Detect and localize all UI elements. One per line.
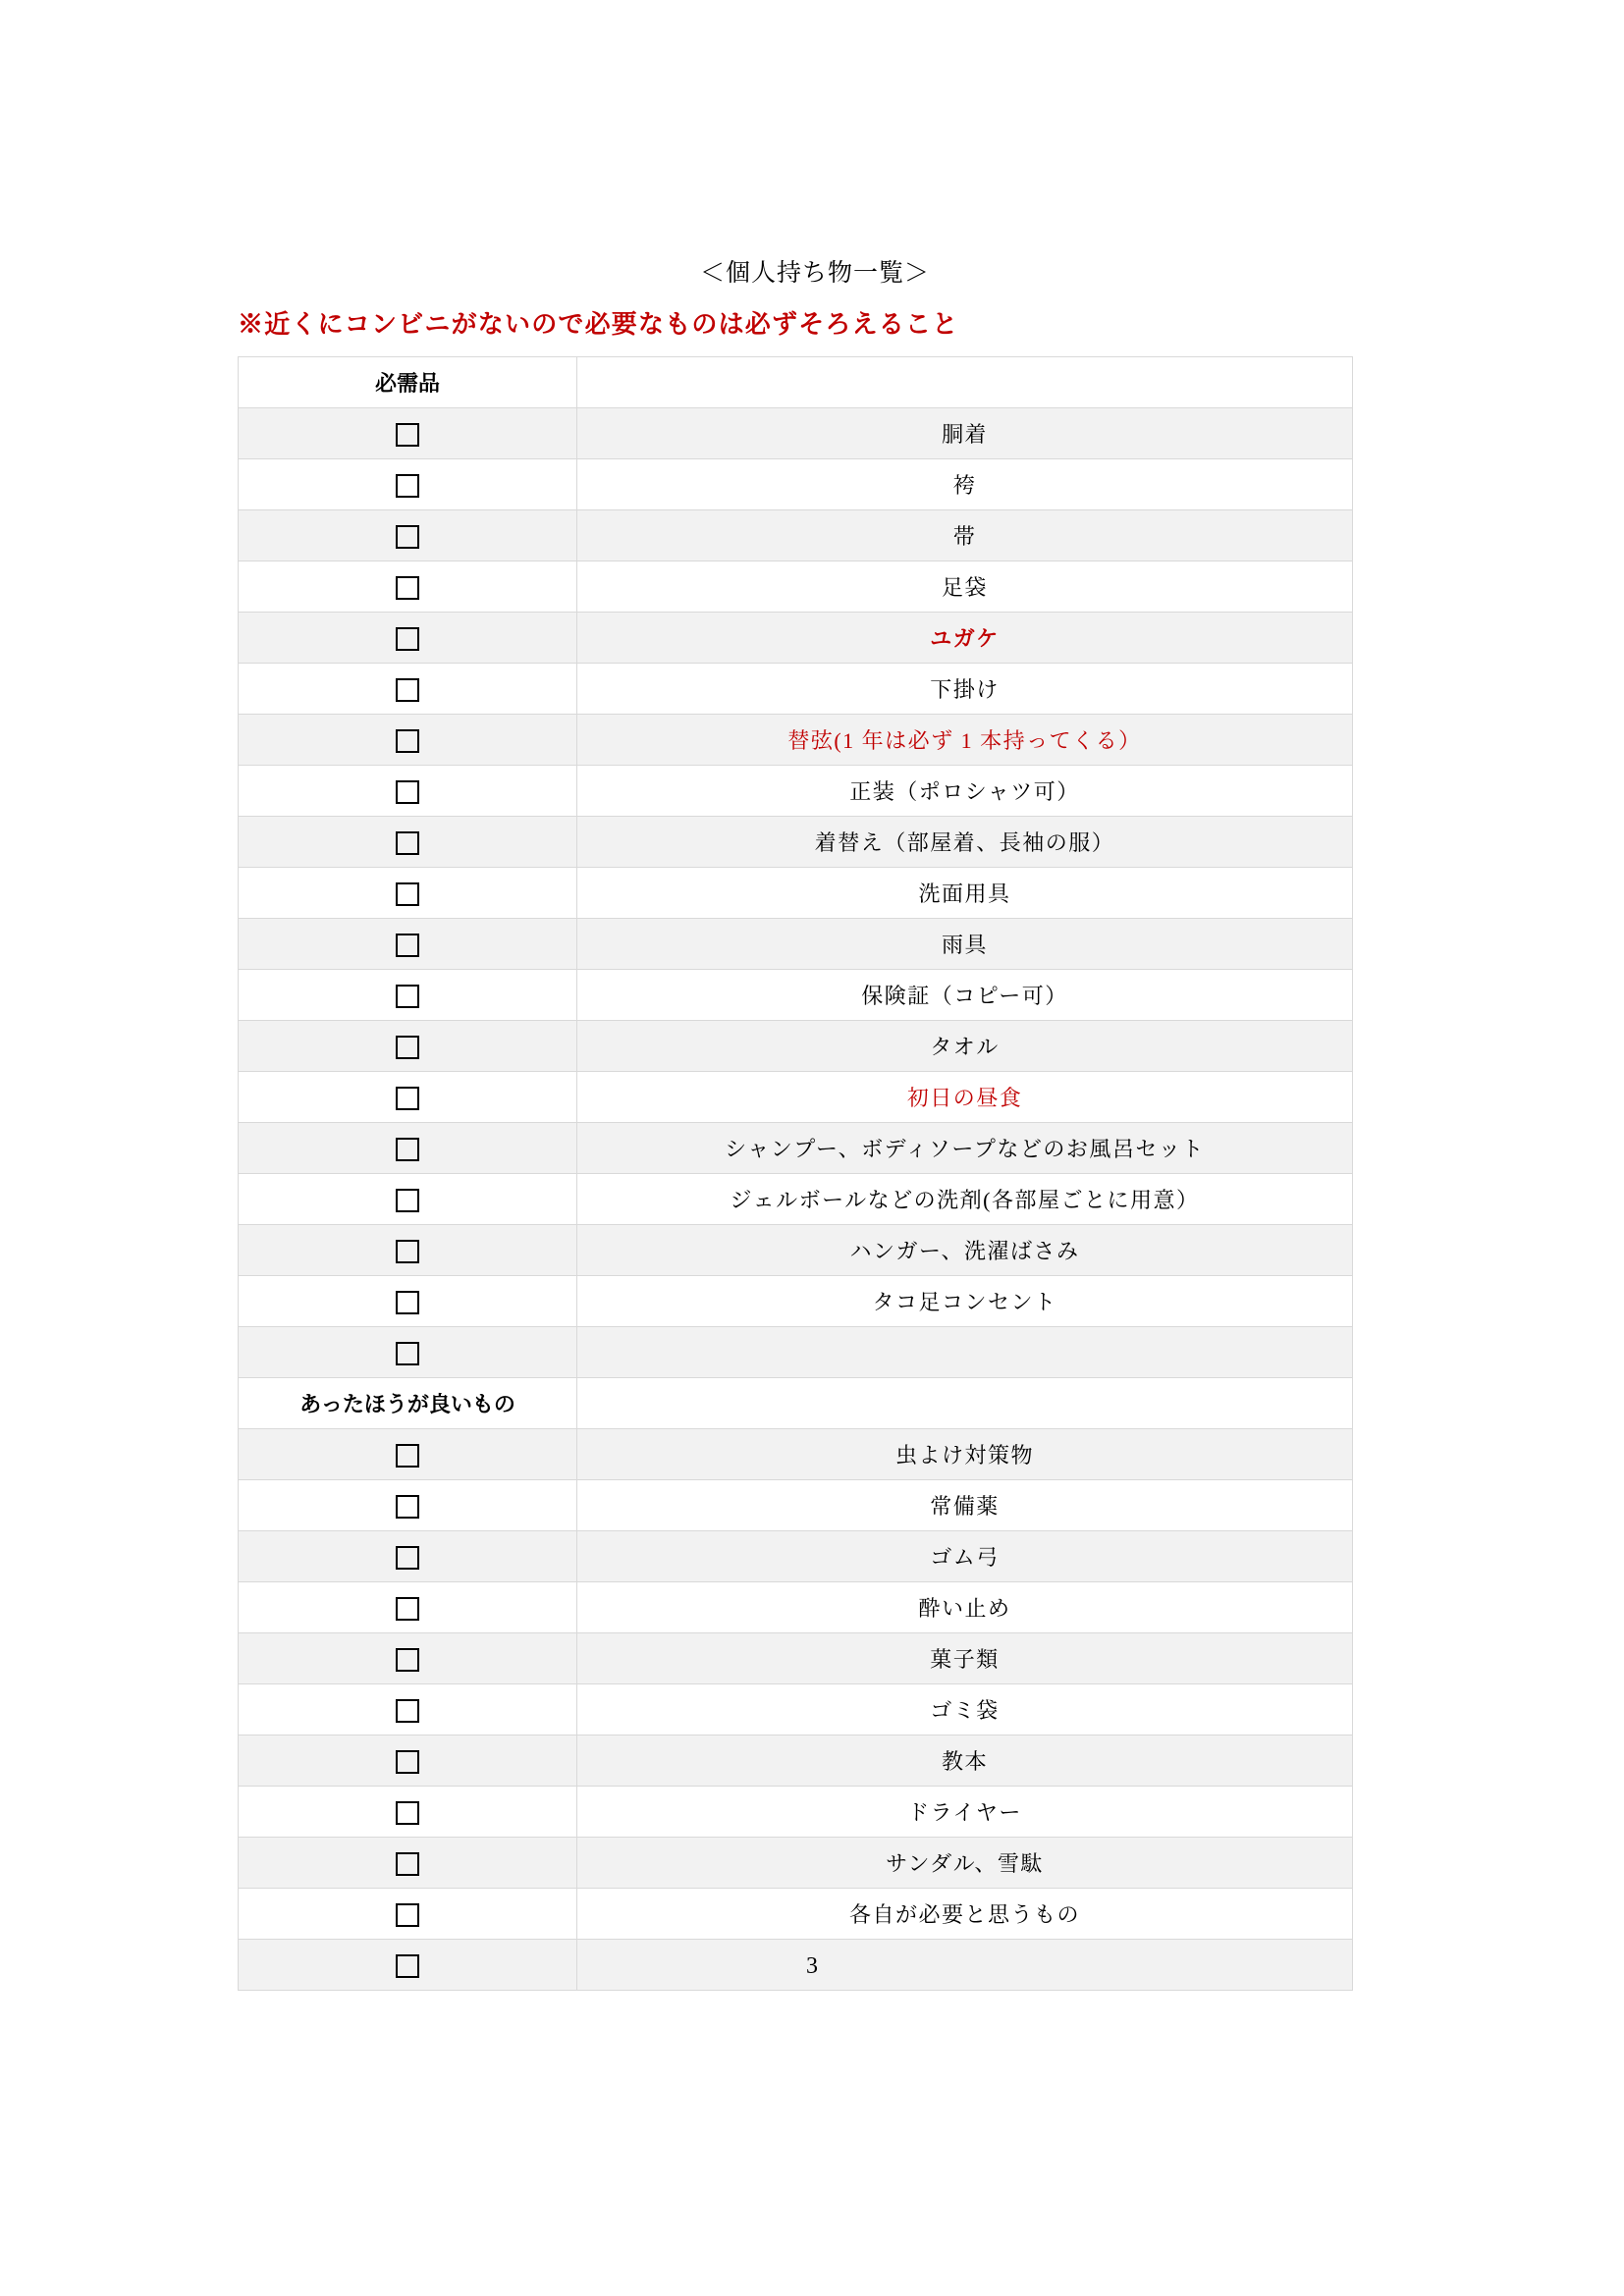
checkbox-icon[interactable] xyxy=(396,1546,419,1570)
item-name: タオル xyxy=(577,1021,1353,1072)
table-row xyxy=(239,1735,1353,1787)
item-name: 教本 xyxy=(577,1735,1353,1787)
table-row xyxy=(239,1174,1353,1225)
checkbox-cell[interactable] xyxy=(239,766,577,817)
table-row xyxy=(239,919,1353,970)
item-name: ジェルボールなどの洗剤(各部屋ごとに用意） xyxy=(577,1174,1353,1225)
item-name: 常備薬 xyxy=(577,1480,1353,1531)
item-name: 下掛け xyxy=(577,664,1353,715)
item-name: ゴミ袋 xyxy=(577,1684,1353,1735)
checkbox-icon[interactable] xyxy=(396,1444,419,1468)
table-row xyxy=(239,1123,1353,1174)
checkbox-cell[interactable] xyxy=(239,613,577,664)
checkbox-icon[interactable] xyxy=(396,1801,419,1825)
checkbox-icon[interactable] xyxy=(396,1699,419,1723)
checkbox-icon[interactable] xyxy=(396,678,419,702)
item-name: 初日の昼食 xyxy=(577,1072,1353,1123)
checkbox-icon[interactable] xyxy=(396,1036,419,1059)
item-name: 洗面用具 xyxy=(577,868,1353,919)
checkbox-cell[interactable] xyxy=(239,1072,577,1123)
table-row xyxy=(239,1021,1353,1072)
checkbox-icon[interactable] xyxy=(396,1240,419,1263)
checkbox-icon[interactable] xyxy=(396,1750,419,1774)
checkbox-cell[interactable] xyxy=(239,664,577,715)
checkbox-cell[interactable] xyxy=(239,1276,577,1327)
table-row xyxy=(239,1072,1353,1123)
checkbox-cell[interactable] xyxy=(239,919,577,970)
item-name: 替弦(1 年は必ず 1 本持ってくる） xyxy=(577,715,1353,766)
checkbox-icon[interactable] xyxy=(396,1648,419,1672)
checkbox-cell[interactable] xyxy=(239,1735,577,1787)
checkbox-cell[interactable] xyxy=(239,970,577,1021)
section-header-blank-cell xyxy=(577,357,1353,408)
table-row xyxy=(239,868,1353,919)
item-name: 菓子類 xyxy=(577,1633,1353,1684)
table-row xyxy=(239,1225,1353,1276)
checkbox-cell[interactable] xyxy=(239,1633,577,1684)
table-row xyxy=(239,1684,1353,1735)
checkbox-icon[interactable] xyxy=(396,1291,419,1314)
table-row xyxy=(239,408,1353,459)
item-name: 袴 xyxy=(577,459,1353,510)
item-name: ゴム弓 xyxy=(577,1531,1353,1582)
checkbox-cell[interactable] xyxy=(239,1429,577,1480)
table-row xyxy=(239,1327,1353,1378)
checkbox-cell[interactable] xyxy=(239,1174,577,1225)
table-row xyxy=(239,510,1353,561)
checkbox-icon[interactable] xyxy=(396,1087,419,1110)
checkbox-icon[interactable] xyxy=(396,474,419,498)
checkbox-icon[interactable] xyxy=(396,1852,419,1876)
checkbox-icon[interactable] xyxy=(396,1597,419,1621)
table-row xyxy=(239,1838,1353,1889)
item-name: タコ足コンセント xyxy=(577,1276,1353,1327)
checkbox-icon[interactable] xyxy=(396,525,419,549)
table-row xyxy=(239,1276,1353,1327)
checkbox-cell[interactable] xyxy=(239,1838,577,1889)
checkbox-cell[interactable] xyxy=(239,1531,577,1582)
checkbox-icon[interactable] xyxy=(396,627,419,651)
table-row xyxy=(239,1633,1353,1684)
checkbox-cell[interactable] xyxy=(239,1889,577,1940)
item-name xyxy=(577,1327,1353,1378)
checkbox-icon[interactable] xyxy=(396,1903,419,1927)
item-name: 酔い止め xyxy=(577,1582,1353,1633)
page-title: ＜個人持ち物一覧＞ xyxy=(699,260,930,287)
checkbox-icon[interactable] xyxy=(396,780,419,804)
checkbox-cell[interactable] xyxy=(239,1787,577,1838)
table-row xyxy=(239,715,1353,766)
checkbox-cell[interactable] xyxy=(239,561,577,613)
table-row xyxy=(239,1531,1353,1582)
table-row xyxy=(239,817,1353,868)
item-name: 着替え（部屋着、長袖の服） xyxy=(577,817,1353,868)
section-label: あったほうが良いもの xyxy=(239,1378,577,1429)
table-row xyxy=(239,1429,1353,1480)
table-row xyxy=(239,459,1353,510)
checkbox-icon[interactable] xyxy=(396,576,419,600)
checkbox-cell[interactable] xyxy=(239,1225,577,1276)
checkbox-cell[interactable] xyxy=(239,1123,577,1174)
table-row xyxy=(239,970,1353,1021)
item-name: 各自が必要と思うもの xyxy=(577,1889,1353,1940)
checkbox-icon[interactable] xyxy=(396,934,419,957)
table-section-header-row xyxy=(239,357,1353,408)
checkbox-icon[interactable] xyxy=(396,1138,419,1161)
important-note: ※近くにコンビニがないので必要なものは必ずそろえること xyxy=(238,310,959,339)
document-content xyxy=(236,253,1394,1991)
item-name: サンダル、雪駄 xyxy=(577,1838,1353,1889)
checklist-body xyxy=(239,357,1353,1991)
checkbox-icon[interactable] xyxy=(396,1495,419,1519)
checkbox-icon[interactable] xyxy=(396,985,419,1008)
table-row xyxy=(239,1889,1353,1940)
checkbox-cell[interactable] xyxy=(239,459,577,510)
item-name: ハンガー、洗濯ばさみ xyxy=(577,1225,1353,1276)
checkbox-cell[interactable] xyxy=(239,1582,577,1633)
table-row xyxy=(239,613,1353,664)
checkbox-icon[interactable] xyxy=(396,882,419,906)
table-section-header-row xyxy=(239,1378,1353,1429)
item-name: ドライヤー xyxy=(577,1787,1353,1838)
section-label: 必需品 xyxy=(239,357,577,408)
table-row xyxy=(239,1787,1353,1838)
item-name: 胴着 xyxy=(577,408,1353,459)
checkbox-cell[interactable] xyxy=(239,1480,577,1531)
checkbox-icon[interactable] xyxy=(396,831,419,855)
table-row xyxy=(239,561,1353,613)
checkbox-cell[interactable] xyxy=(239,715,577,766)
checkbox-icon[interactable] xyxy=(396,1189,419,1212)
page-number: 3 xyxy=(806,1953,818,1979)
item-name: 正装（ポロシャツ可） xyxy=(577,766,1353,817)
checkbox-cell[interactable] xyxy=(239,510,577,561)
packing-checklist-table xyxy=(238,356,1353,1991)
item-name: 帯 xyxy=(577,510,1353,561)
table-row xyxy=(239,664,1353,715)
checkbox-cell[interactable] xyxy=(239,868,577,919)
checkbox-icon[interactable] xyxy=(396,1342,419,1365)
table-row xyxy=(239,766,1353,817)
item-name: 雨具 xyxy=(577,919,1353,970)
checkbox-icon[interactable] xyxy=(396,423,419,447)
item-name: 足袋 xyxy=(577,561,1353,613)
section-header-blank-cell xyxy=(577,1378,1353,1429)
item-name: ユガケ xyxy=(577,613,1353,664)
table-row xyxy=(239,1582,1353,1633)
checkbox-cell[interactable] xyxy=(239,1327,577,1378)
checkbox-cell[interactable] xyxy=(239,817,577,868)
checkbox-cell[interactable] xyxy=(239,1021,577,1072)
checkbox-cell[interactable] xyxy=(239,1684,577,1735)
checkbox-cell[interactable] xyxy=(239,408,577,459)
table-row xyxy=(239,1480,1353,1531)
item-name: 虫よけ対策物 xyxy=(577,1429,1353,1480)
item-name: 保険証（コピー可） xyxy=(577,970,1353,1021)
item-name: シャンプー、ボディソープなどのお風呂セット xyxy=(577,1123,1353,1174)
checkbox-icon[interactable] xyxy=(396,729,419,753)
